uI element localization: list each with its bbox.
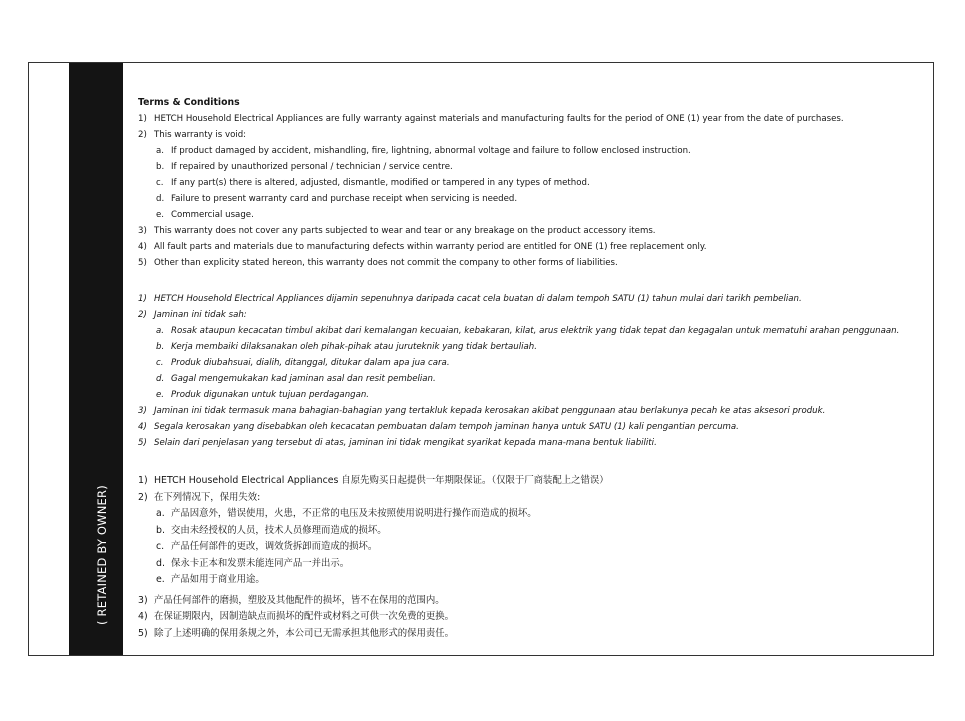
item-number: 5) [138, 627, 148, 639]
subitem-letter: c. [156, 358, 164, 368]
item-number: 3) [138, 594, 148, 606]
malay-item [138, 435, 928, 451]
side-label-text: ( RETAINED BY OWNER) [95, 485, 109, 625]
item-text: Jaminan ini tidak sah: [154, 310, 247, 320]
chinese-item [138, 593, 928, 610]
english-subitem [138, 175, 928, 191]
subitem-text: Produk digunakan untuk tujuan perdagangan. [171, 390, 370, 400]
subitem-letter: b. [156, 342, 165, 352]
subitem-text: Rosak ataupun kecacatan timbul akibat dari kemalangan kecuaian, kebakaran, kilat, arus elektrik yang tidak tepat dan kegagalan untuk mematuhi arahan penggunaan. [171, 326, 900, 336]
malay-subitem [138, 387, 928, 403]
item-text: Jaminan ini tidak termasuk mana bahagian-bahagian yang tertakluk kepada kerosakan akibat penggunaan atau berlakunya pecah ke atas aksesori produk. [154, 406, 826, 416]
chinese-item [138, 490, 928, 507]
subitem-text: 产品如用于商业用途。 [171, 574, 265, 585]
subitem-text: Gagal mengemukakan kad jaminan asal dan resit pembelian. [171, 374, 436, 384]
subitem-text: If repaired by unauthorized personal / technician / service centre. [171, 162, 453, 172]
subitem-text: 保永卡正本和发票未能连同产品一并出示。 [171, 557, 350, 569]
item-text: Other than explicity stated hereon, this warranty does not commit the company to other forms of liabilities. [154, 258, 618, 268]
item-number: 5) [138, 258, 147, 268]
item-number: 1) [138, 475, 148, 486]
subitem-letter: d. [156, 557, 165, 569]
item-text: HETCH Household Electrical Appliances dijamin sepenuhnya daripada cacat cela buatan di dalam tempoh SATU (1) tahun mulai dari tarikh pembelian. [154, 294, 802, 304]
item-number: 1) [138, 294, 147, 304]
english-item [138, 255, 928, 271]
subitem-letter: b. [156, 162, 165, 172]
terms-content [138, 95, 928, 642]
malay-item [138, 291, 928, 307]
warranty-card [28, 62, 934, 656]
subitem-text: 产品因意外，错误使用，火患，不正常的电压及未按照使用说明进行操作而造成的损坏。 [171, 508, 537, 519]
subitem-text: Commercial usage. [171, 210, 254, 220]
subitem-text: 交由未经授权的人员，技术人员修理而造成的损坏。 [171, 524, 387, 536]
item-number: 3) [138, 406, 147, 416]
subitem-letter: e. [156, 574, 165, 585]
english-item [138, 223, 928, 239]
chinese-subitem [138, 556, 928, 573]
subitem-text: Produk diubahsuai, dialih, ditanggal, ditukar dalam apa jua cara. [171, 358, 450, 368]
subitem-letter: e. [156, 210, 165, 220]
item-number: 4) [138, 242, 147, 252]
side-band [69, 63, 123, 655]
malay-subitem [138, 371, 928, 387]
english-section [138, 111, 928, 271]
malay-subitem [138, 355, 928, 371]
english-item [138, 111, 928, 127]
item-text: 产品任何部件的磨损，塑胶及其他配件的损坏，皆不在保用的范围内。 [154, 594, 445, 606]
english-item [138, 127, 928, 143]
item-text: 在保证期限内，因制造缺点而损坏的配件或材料之可供一次免费的更换。 [154, 611, 455, 622]
subitem-text: If any part(s) there is altered, adjusted, dismantle, modified or tampered in any types of method. [171, 178, 590, 188]
item-text: HETCH Household Electrical Appliances are fully warranty against materials and manufacturing faults for the period of ONE (1) year from the date of purchases. [154, 114, 844, 124]
chinese-subitem [138, 539, 928, 556]
item-number: 2) [138, 310, 147, 320]
malay-item [138, 419, 928, 435]
item-text: Segala kerosakan yang disebabkan oleh kecacatan pembuatan dalam tempoh jaminan hanya untuk SATU (1) kali pengantian percuma. [154, 422, 739, 432]
malay-subitem [138, 339, 928, 355]
item-number: 3) [138, 226, 147, 236]
subitem-text: If product damaged by accident, mishandling, fire, lightning, abnormal voltage and failure to follow enclosed instruction. [171, 146, 691, 156]
english-subitem [138, 191, 928, 207]
chinese-item [138, 609, 928, 626]
english-subitem [138, 143, 928, 159]
item-text: This warranty does not cover any parts subjected to wear and tear or any breakage on the product accessory items. [154, 226, 656, 236]
subitem-letter: b. [156, 524, 165, 536]
item-number: 1) [138, 114, 147, 124]
item-number: 4) [138, 422, 147, 432]
subitem-letter: c. [156, 541, 165, 552]
english-item [138, 239, 928, 255]
malay-item [138, 403, 928, 419]
item-text: Selain dari penjelasan yang tersebut di atas, jaminan ini tidak mengikat syarikat kepada mana-mana bentuk liabiliti. [154, 438, 657, 448]
subitem-letter: c. [156, 178, 164, 188]
chinese-item [138, 473, 928, 490]
chinese-item [138, 626, 928, 643]
item-text: This warranty is void: [154, 130, 247, 140]
item-text: 除了上述明确的保用条规之外，本公司已无需承担其他形式的保用责任。 [154, 627, 455, 639]
subitem-letter: a. [156, 146, 164, 156]
subitem-letter: e. [156, 390, 165, 400]
terms-heading: Terms & Conditions [138, 97, 240, 108]
subitem-letter: a. [156, 508, 165, 519]
malay-item [138, 307, 928, 323]
subitem-letter: d. [156, 374, 165, 384]
subitem-text: Kerja membaiki dilaksanakan oleh pihak-pihak atau juruteknik yang tidak bertauliah. [171, 342, 537, 352]
chinese-subitem [138, 506, 928, 523]
chinese-section [138, 473, 928, 642]
english-subitem [138, 207, 928, 223]
item-number: 2) [138, 130, 147, 140]
subitem-text: Failure to present warranty card and purchase receipt when servicing is needed. [171, 194, 518, 204]
item-number: 4) [138, 611, 148, 622]
item-text: All fault parts and materials due to manufacturing defects within warranty period are entitled for ONE (1) free replacement only. [154, 242, 707, 252]
subitem-letter: d. [156, 194, 165, 204]
subitem-text: 产品任何部件的更改，调效货拆卸而造成的损坏。 [171, 541, 378, 552]
item-text: 在下列情况下，保用失效: [154, 491, 261, 503]
malay-subitem [138, 323, 928, 339]
malay-section [138, 291, 928, 451]
english-subitem [138, 159, 928, 175]
chinese-subitem [138, 523, 928, 540]
item-text: HETCH Household Electrical Appliances 自原先购买日起提供一年期限保证。（仅限于厂商装配上之错误） [154, 475, 609, 486]
item-number: 5) [138, 438, 147, 448]
chinese-subitem [138, 572, 928, 589]
subitem-letter: a. [156, 326, 164, 336]
item-number: 2) [138, 491, 148, 503]
